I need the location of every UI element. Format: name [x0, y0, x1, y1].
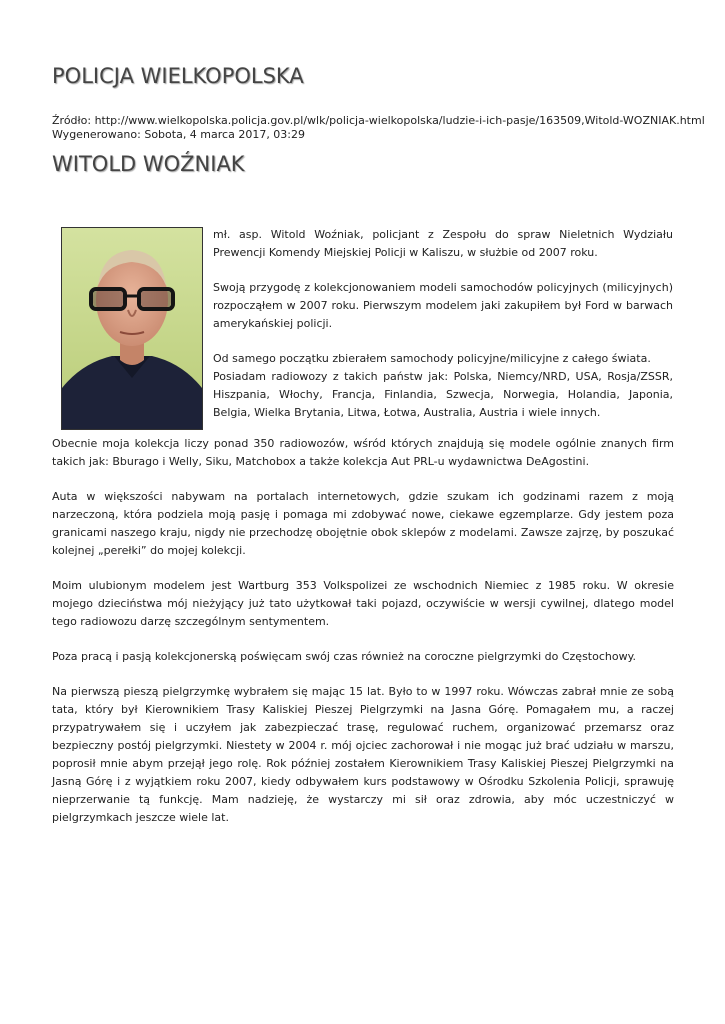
article-body	[52, 435, 674, 844]
portrait-photo	[61, 227, 203, 430]
paragraph: Auta w większości nabywam na portalach internetowych, gdzie szukam ich godzinami razem z moją narzeczoną, która podziela moją pasję i pomaga mi zdobywać nowe, ciekawe egzemplarze. Gdy jestem poza granicami naszego kraju, nigdy nie przechodzę obojętnie obok sklepów z modelami. Zawsze zajrzę, by poszukać kolejnej „perełki” do mojej kolekcji.	[52, 490, 674, 557]
generated-line: Wygenerowano: Sobota, 4 marca 2017, 03:29	[52, 128, 306, 141]
paragraph-line: Od samego początku zbierałem samochody policyjne/milicyjne z całego świata.	[213, 352, 651, 365]
paragraph-line: Posiadam radiowozy z takich państw jak: Polska, Niemcy/NRD, USA, Rosja/ZSSR, Hiszpania, Włochy, Francja, Finlandia, Szwecja, Norwegia, Holandia, Japonia, Belgia, Wielka Brytania, Litwa, Łotwa, Australia, Austria i wiele innych.	[213, 370, 673, 419]
source-line: Źródło: http://www.wielkopolska.policja.gov.pl/wlk/policja-wielkopolska/ludzie-i-ich-pasje/163509,Witold-WOZNIAK.html	[52, 114, 705, 127]
paragraph: Swoją przygodę z kolekcjonowaniem modeli samochodów policyjnych (milicyjnych) rozpocząłem w 2007 roku. Pierwszym modelem jaki zakupiłem był Ford w barwach amerykańskiej policji.	[213, 281, 673, 330]
paragraph: Na pierwszą pieszą pielgrzymkę wybrałem się mając 15 lat. Było to w 1997 roku. Wówczas zabrał mnie ze sobą tata, który był Kierownikiem Trasy Kaliskiej Pieszej Pielgrzymki na Jasna Górę. Pomagałem mu, a raczej przypatrywałem się i uczyłem jak zabezpieczać trasę, regulować ruchem, organizować przemarsz oraz bezpieczny postój pielgrzymki. Niestety w 2004 r. mój ojciec zachorował i nie mogąc już brać udziału w marszu, poprosił mnie abym przejął jego rolę. Rok później zostałem Kierownikiem Trasy Kaliskiej Pieszej Pielgrzymki na Jasną Górę i z wyjątkiem roku 2007, kiedy odbywałem kurs podstawowy w Ośrodku Szkolenia Policji, sprawuję nieprzerwanie tą funkcję. Mam nadzieję, że wystarczy mi sił oraz zdrowia, aby móc uczestniczyć w pielgrzymkach jeszcze wiele lat.	[52, 685, 674, 824]
paragraph	[213, 350, 673, 422]
document-meta	[52, 114, 705, 142]
intro-text	[213, 226, 673, 439]
paragraph: mł. asp. Witold Woźniak, policjant z Zespołu do spraw Nieletnich Wydziału Prewencji Komendy Miejskiej Policji w Kaliszu, w służbie od 2007 roku.	[213, 228, 673, 259]
paragraph: Obecnie moja kolekcja liczy ponad 350 radiowozów, wśród których znajdują się modele ogólnie znanych firm takich jak: Bburago i Welly, Siku, Matchobox a także kolekcja Aut PRL-u wydawnictwa DeAgostini.	[52, 437, 674, 468]
paragraph: Moim ulubionym modelem jest Wartburg 353 Volkspolizei ze wschodnich Niemiec z 1985 roku. W okresie mojego dzieciństwa mój nieżyjący już tato użytkował taki pojazd, oczywiście w wersji cywilnej, dlatego model tego radiowozu darzę szczególnym sentymentem.	[52, 579, 674, 628]
site-title: POLICJA WIELKOPOLSKA	[52, 64, 304, 88]
paragraph: Poza pracą i pasją kolekcjonerską poświęcam swój czas również na coroczne pielgrzymki do Częstochowy.	[52, 650, 637, 663]
article-title: WITOLD WOŹNIAK	[52, 152, 245, 176]
